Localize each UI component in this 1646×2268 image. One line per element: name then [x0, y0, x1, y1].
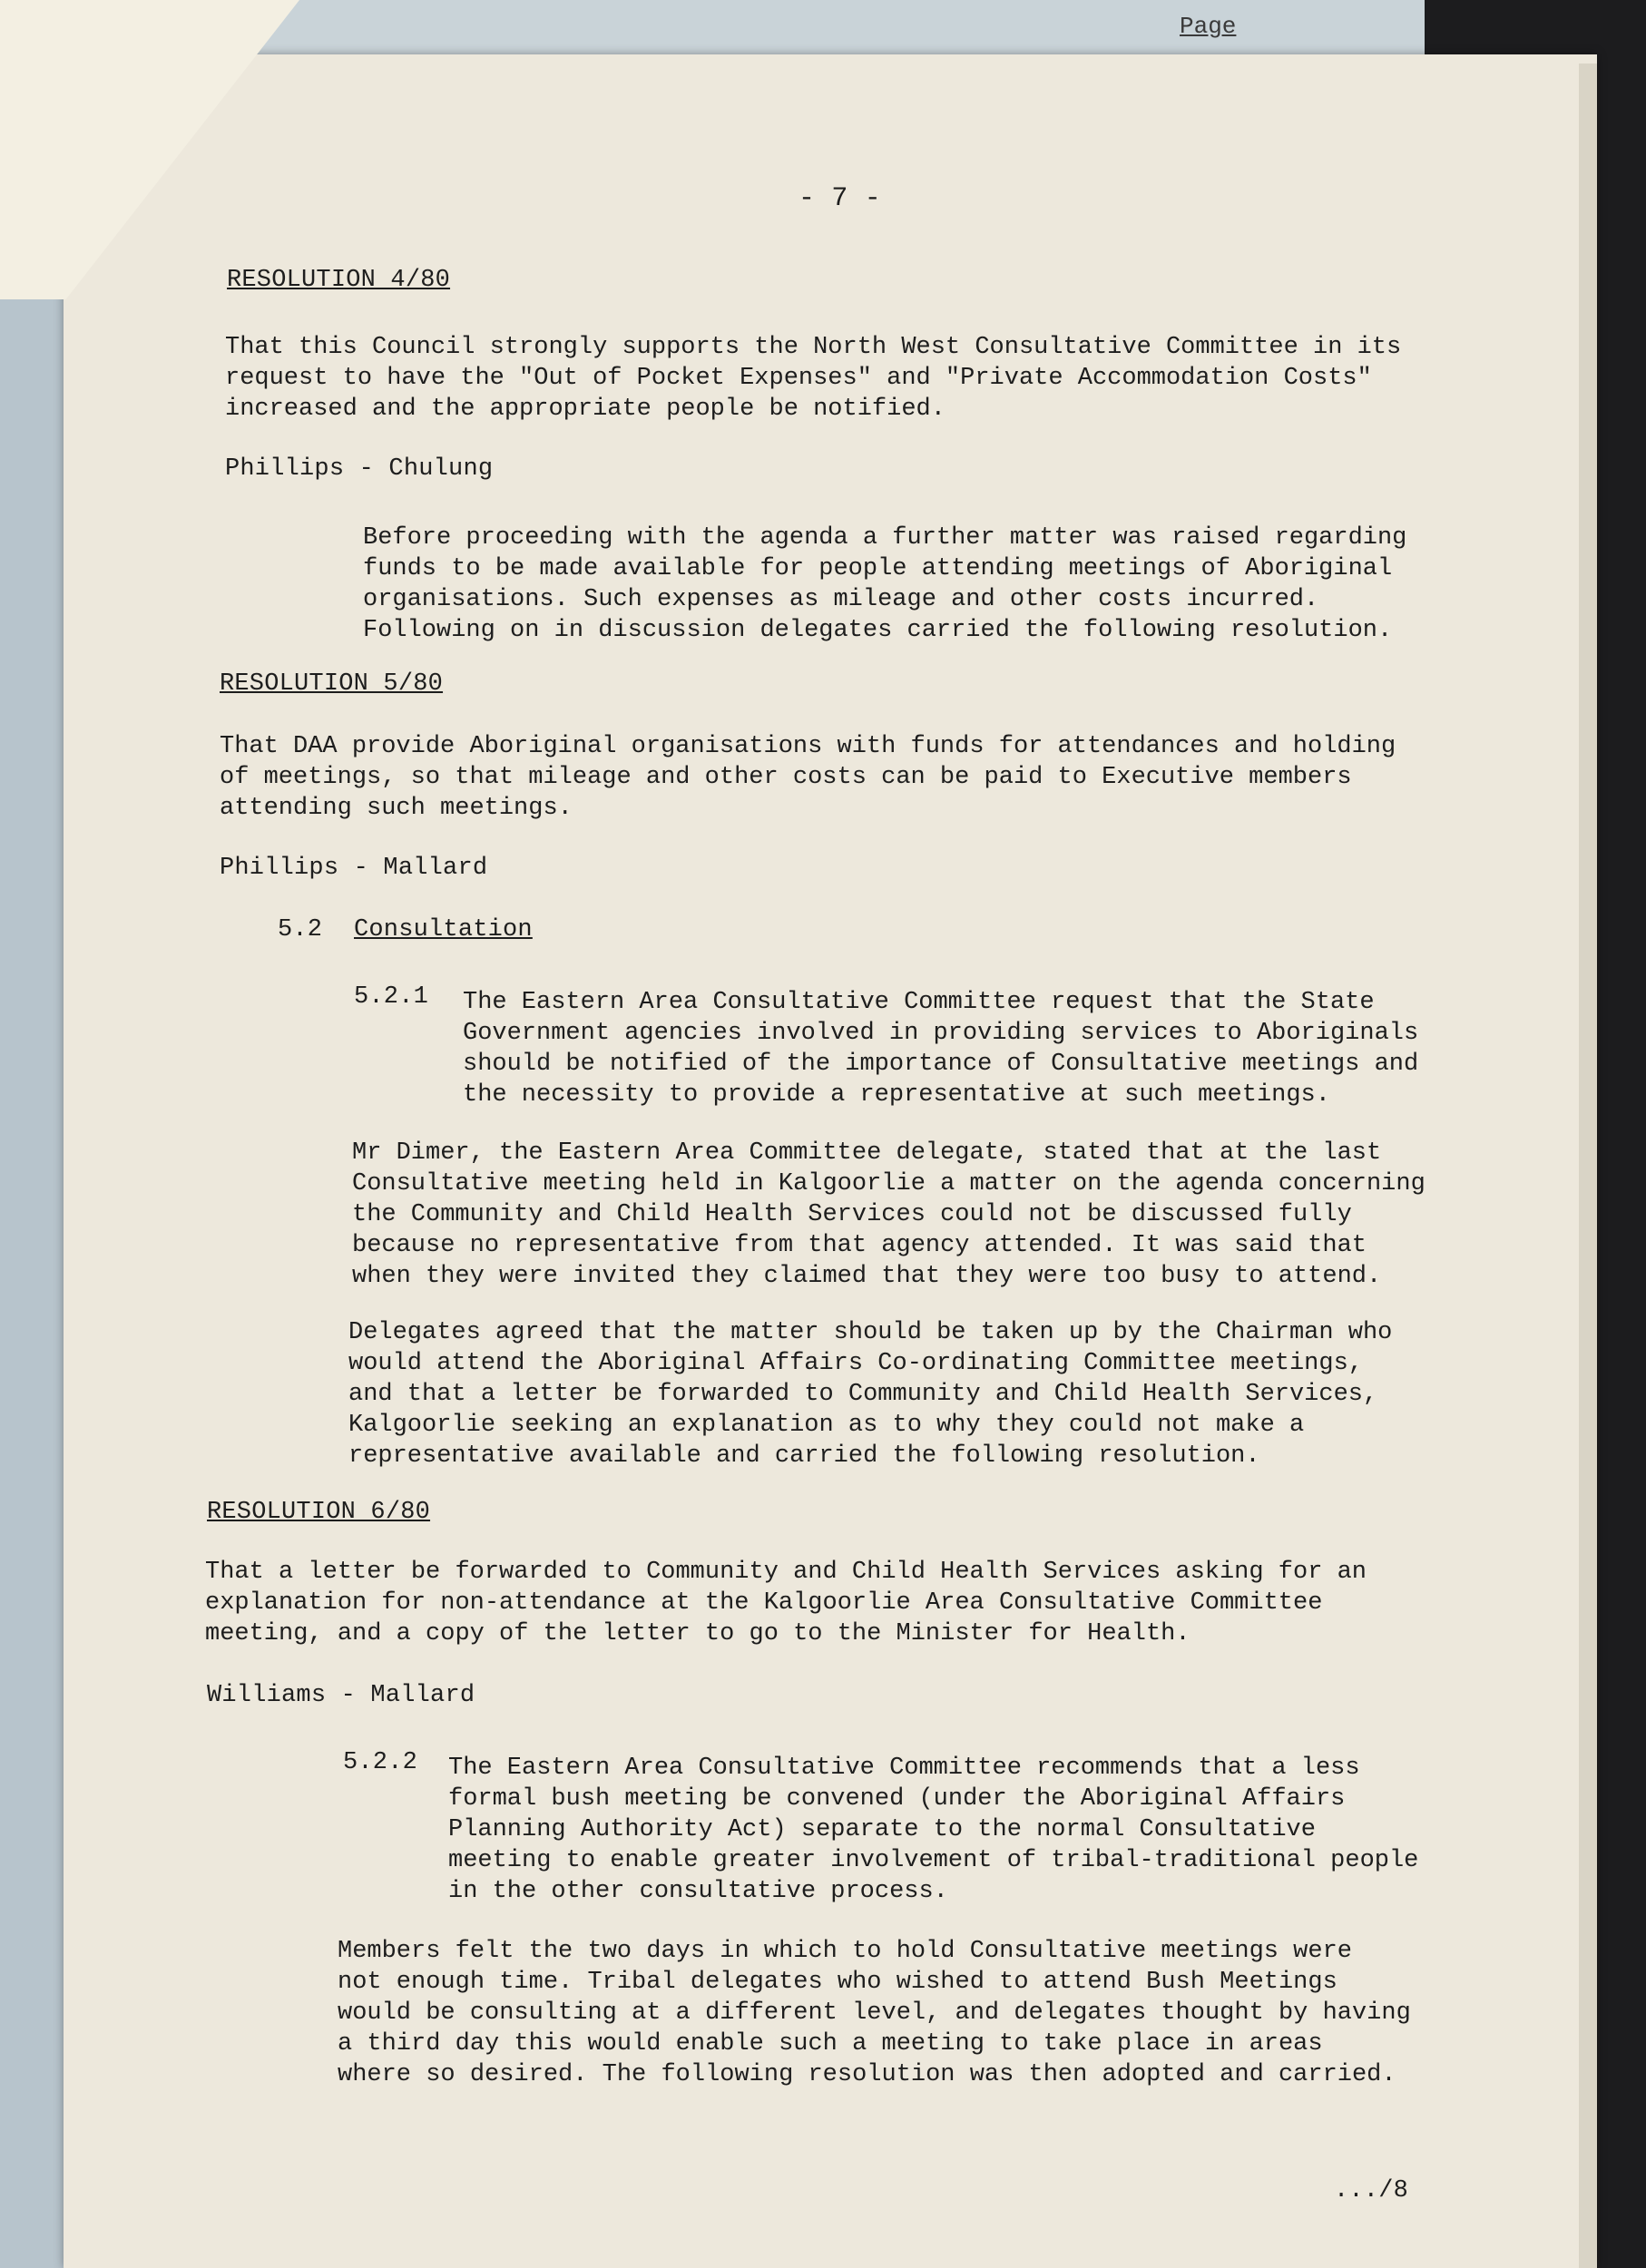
resolution-6-movers: Williams - Mallard	[207, 1682, 475, 1709]
text-line: That DAA provide Aboriginal organisations with funds for attendances and holding	[220, 733, 1396, 760]
text-line: would be consulting at a different level, and delegates thought by having	[338, 1999, 1411, 2027]
text-line: a third day this would enable such a meeting to take place in areas	[338, 2030, 1323, 2058]
continuation-marker: .../8	[1334, 2177, 1409, 2204]
resolution-6-heading: RESOLUTION 6/80	[207, 1499, 431, 1526]
text-line: request to have the "Out of Pocket Expenses" and "Private Accommodation Costs"	[225, 365, 1372, 392]
text-line: Government agencies involved in providing services to Aboriginals	[463, 1020, 1419, 1047]
text-line: and that a letter be forwarded to Community and Child Health Services,	[348, 1381, 1378, 1408]
text-line: Following on in discussion delegates carried the following resolution.	[363, 617, 1393, 644]
text-line: increased and the appropriate people be notified.	[225, 396, 945, 423]
resolution-4-heading: RESOLUTION 4/80	[227, 267, 451, 294]
text-line: in the other consultative process.	[448, 1878, 948, 1905]
text-line: organisations. Such expenses as mileage and other costs incurred.	[363, 586, 1319, 613]
text-line: That this Council strongly supports the North West Consultative Committee in its	[225, 334, 1402, 361]
text-line: Consultative meeting held in Kalgoorlie a matter on the agenda concerning	[352, 1170, 1426, 1198]
back-page-label: Page	[1180, 13, 1237, 40]
resolution-5-heading: RESOLUTION 5/80	[220, 670, 444, 698]
text-line: would attend the Aboriginal Affairs Co-ordinating Committee meetings,	[348, 1350, 1363, 1377]
resolution-4-movers: Phillips - Chulung	[225, 455, 494, 483]
text-line: attending such meetings.	[220, 795, 573, 822]
text-line: The Eastern Area Consultative Committee recommends that a less	[448, 1755, 1360, 1782]
paragraph-before-resolution-5	[363, 523, 1406, 646]
text-line: Members felt the two days in which to hold Consultative meetings were	[338, 1938, 1352, 1965]
text-line: explanation for non-attendance at the Kalgoorlie Area Consultative Committee	[205, 1589, 1323, 1617]
paragraph-members	[338, 1936, 1411, 2090]
text-line: when they were invited they claimed that they were too busy to attend.	[352, 1263, 1382, 1290]
text-line: the Community and Child Health Services could not be discussed fully	[352, 1201, 1352, 1228]
text-line: Before proceeding with the agenda a further matter was raised regarding	[363, 524, 1407, 552]
resolution-5-movers: Phillips - Mallard	[220, 855, 488, 882]
text-line: where so desired. The following resolution was then adopted and carried.	[338, 2061, 1396, 2088]
text-line: Kalgoorlie seeking an explanation as to why they could not make a	[348, 1412, 1305, 1439]
text-line: Planning Authority Act) separate to the normal Consultative	[448, 1816, 1316, 1843]
text-line: formal bush meeting be convened (under the Aboriginal Affairs	[448, 1785, 1346, 1813]
page-number: - 7 -	[799, 183, 882, 214]
text-line: should be notified of the importance of Consultative meetings and	[463, 1051, 1419, 1078]
section-title: Consultation	[354, 916, 533, 943]
text-line: not enough time. Tribal delegates who wished to attend Bush Meetings	[338, 1969, 1337, 1996]
text-line: of meetings, so that mileage and other costs can be paid to Executive members	[220, 764, 1352, 791]
text-line: because no representative from that agency attended. It was said that	[352, 1232, 1367, 1259]
paragraph-delegates	[348, 1317, 1392, 1471]
item-5-2-1-number: 5.2.1	[354, 983, 429, 1011]
text-line: meeting, and a copy of the letter to go to the Minister for Health.	[205, 1620, 1190, 1647]
paragraph-dimer	[352, 1138, 1426, 1292]
text-line: the necessity to provide a representative at such meetings.	[463, 1081, 1330, 1109]
resolution-6-text	[205, 1557, 1367, 1649]
resolution-5-text	[220, 731, 1396, 824]
item-5-2-1-text	[463, 987, 1418, 1110]
text-line: funds to be made available for people attending meetings of Aboriginal	[363, 555, 1393, 582]
text-line: That a letter be forwarded to Community and Child Health Services asking for an	[205, 1559, 1367, 1586]
text-line: Mr Dimer, the Eastern Area Committee delegate, stated that at the last	[352, 1139, 1382, 1167]
resolution-4-text	[225, 332, 1401, 425]
text-line: meeting to enable greater involvement of tribal-traditional people	[448, 1847, 1419, 1874]
section-number: 5.2	[278, 916, 323, 943]
text-line: Delegates agreed that the matter should be taken up by the Chairman who	[348, 1319, 1393, 1346]
text-line: The Eastern Area Consultative Committee request that the State	[463, 989, 1375, 1016]
item-5-2-2-number: 5.2.2	[343, 1749, 418, 1776]
item-5-2-2-text	[448, 1753, 1418, 1907]
text-line: representative available and carried the following resolution.	[348, 1442, 1260, 1470]
